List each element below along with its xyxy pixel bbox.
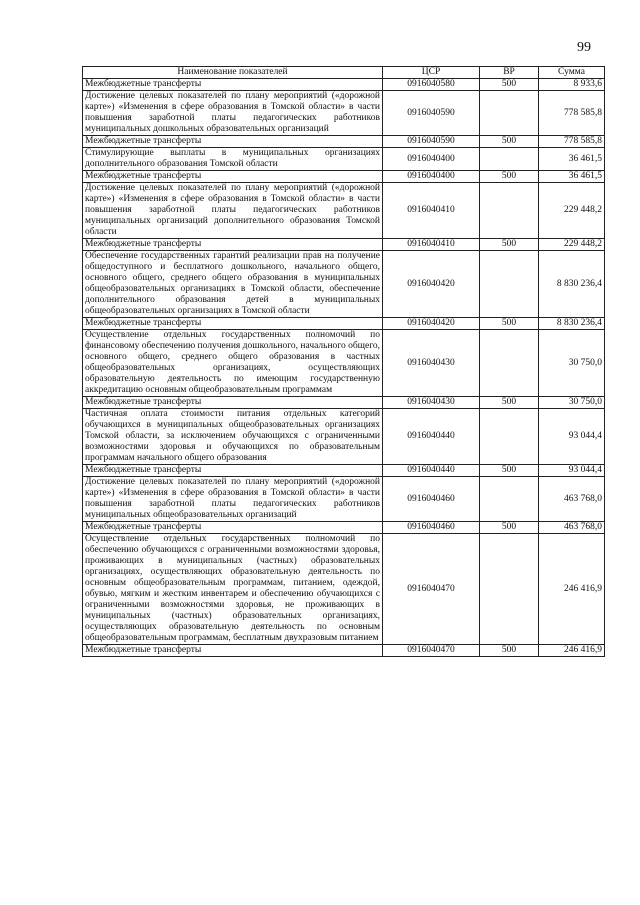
row-name: Достижение целевых показателей по плану мероприятий («дорожной карте») «Изменения в сфере образования в Томской области» в части повышения заработной платы педагогических работников муниципальных организаций дополнительного образования Томской области: [83, 183, 383, 239]
table-row: [83, 183, 605, 239]
row-vr: 500: [480, 171, 539, 183]
row-vr: 500: [480, 79, 539, 91]
row-vr: [480, 91, 539, 136]
row-sum: 30 750,0: [539, 397, 605, 409]
row-csr: 0916040440: [383, 465, 480, 477]
row-vr: [480, 534, 539, 645]
row-csr: 0916040590: [383, 136, 480, 148]
header-name: Наименование показателей: [83, 67, 383, 79]
row-csr: 0916040410: [383, 239, 480, 251]
table-row: [83, 91, 605, 136]
table-row: [83, 171, 605, 183]
row-name: Межбюджетные трансферты: [83, 465, 383, 477]
table-row: [83, 477, 605, 522]
row-sum: 778 585,8: [539, 91, 605, 136]
row-sum: 93 044,4: [539, 465, 605, 477]
row-csr: 0916040460: [383, 522, 480, 534]
row-name: Частичная оплата стоимости питания отдельных категорий обучающихся в муниципальных общеобразовательных организациях Томской области, за исключением обучающихся с ограниченными возможностями здоровья и обучающихся по образовательным программам начального общего образования: [83, 409, 383, 465]
row-sum: 36 461,5: [539, 148, 605, 171]
row-vr: [480, 477, 539, 522]
table-row: [83, 136, 605, 148]
table-row: [83, 239, 605, 251]
row-sum: 8 830 236,4: [539, 318, 605, 330]
row-sum: 463 768,0: [539, 522, 605, 534]
table-row: [83, 465, 605, 477]
row-vr: [480, 330, 539, 397]
row-csr: 0916040430: [383, 397, 480, 409]
row-csr: 0916040400: [383, 148, 480, 171]
row-name: Достижение целевых показателей по плану мероприятий («дорожной карте») «Изменения в сфере образования в Томской области» в части повышения заработной платы педагогических работников муниципальных дошкольных образовательных организаций: [83, 91, 383, 136]
row-vr: 500: [480, 239, 539, 251]
row-vr: 500: [480, 645, 539, 657]
row-vr: 500: [480, 522, 539, 534]
row-csr: 0916040420: [383, 251, 480, 318]
row-name: Межбюджетные трансферты: [83, 645, 383, 657]
row-name: Межбюджетные трансферты: [83, 171, 383, 183]
row-sum: 246 416,9: [539, 534, 605, 645]
row-name: Межбюджетные трансферты: [83, 318, 383, 330]
row-vr: [480, 251, 539, 318]
row-name: Осуществление отдельных государственных полномочий по финансовому обеспечению получения дошкольного, начального общего, основного общего, среднего общего образования в частных общеобразовательных организациях, осуществляющих образовательную деятельность по имеющим государственную аккредитацию основным общеобразовательным программам: [83, 330, 383, 397]
row-vr: 500: [480, 397, 539, 409]
table-row: [83, 318, 605, 330]
row-sum: 30 750,0: [539, 330, 605, 397]
page-number: 99: [577, 40, 591, 55]
row-sum: 8 933,6: [539, 79, 605, 91]
row-vr: 500: [480, 136, 539, 148]
row-sum: 8 830 236,4: [539, 251, 605, 318]
header-vr: ВР: [480, 67, 539, 79]
row-name: Межбюджетные трансферты: [83, 136, 383, 148]
row-name: Межбюджетные трансферты: [83, 397, 383, 409]
budget-table: [82, 66, 605, 657]
row-sum: 36 461,5: [539, 171, 605, 183]
row-sum: 93 044,4: [539, 409, 605, 465]
table-row: [83, 397, 605, 409]
row-vr: [480, 183, 539, 239]
row-csr: 0916040410: [383, 183, 480, 239]
row-vr: [480, 148, 539, 171]
row-vr: [480, 409, 539, 465]
table-row: [83, 148, 605, 171]
row-csr: 0916040460: [383, 477, 480, 522]
row-sum: 463 768,0: [539, 477, 605, 522]
row-name: Осуществление отдельных государственных полномочий по обеспечению обучающихся с ограниченными возможностями здоровья, проживающих в муниципальных (частных) образовательных организациях, осуществляющих образовательную деятельность по основным общеобразовательным программам, питанием, одеждой, обувью, мягким и жестким инвентарем и обеспечению обучающихся с ограниченными возможностями здоровья, не проживающих в муниципальных (частных) образовательных организациях, осуществляющих образовательную деятельность по основным общеобразовательным программам, бесплатным двухразовым питанием: [83, 534, 383, 645]
row-sum: 229 448,2: [539, 183, 605, 239]
table-row: [83, 251, 605, 318]
row-csr: 0916040590: [383, 91, 480, 136]
table-row: [83, 645, 605, 657]
row-csr: 0916040400: [383, 171, 480, 183]
table-row: [83, 534, 605, 645]
table-row: [83, 330, 605, 397]
row-csr: 0916040470: [383, 645, 480, 657]
row-name: Межбюджетные трансферты: [83, 79, 383, 91]
table-header-row: [83, 67, 605, 79]
row-name: Межбюджетные трансферты: [83, 239, 383, 251]
row-sum: 778 585,8: [539, 136, 605, 148]
row-csr: 0916040420: [383, 318, 480, 330]
row-name: Достижение целевых показателей по плану мероприятий («дорожной карте») «Изменения в сфере образования в Томской области» в части повышения заработной платы педагогических работников муниципальных общеобразовательных организаций: [83, 477, 383, 522]
row-csr: 0916040430: [383, 330, 480, 397]
header-sum: Сумма: [539, 67, 605, 79]
row-csr: 0916040470: [383, 534, 480, 645]
row-vr: 500: [480, 465, 539, 477]
table-row: [83, 79, 605, 91]
row-csr: 0916040440: [383, 409, 480, 465]
row-sum: 246 416,9: [539, 645, 605, 657]
row-name: Межбюджетные трансферты: [83, 522, 383, 534]
row-vr: 500: [480, 318, 539, 330]
row-name: Обеспечение государственных гарантий реализации прав на получение общедоступного и бесплатного дошкольного, начального общего, основного общего, среднего общего образования в муниципальных общеобразовательных организациях в Томской области, обеспечение дополнительного образования детей в муниципальных общеобразовательных организациях в Томской области: [83, 251, 383, 318]
header-csr: ЦСР: [383, 67, 480, 79]
table-row: [83, 522, 605, 534]
row-name: Стимулирующие выплаты в муниципальных организациях дополнительного образования Томской области: [83, 148, 383, 171]
table-row: [83, 409, 605, 465]
row-csr: 0916040580: [383, 79, 480, 91]
row-sum: 229 448,2: [539, 239, 605, 251]
